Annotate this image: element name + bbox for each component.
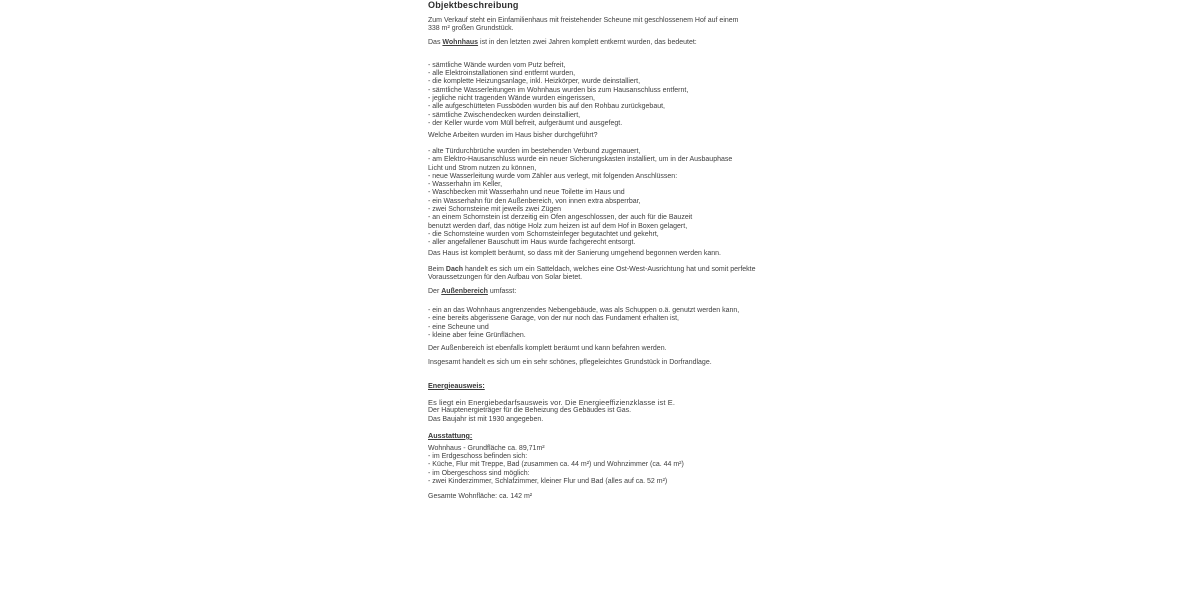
dach-line-1 [428,266,868,274]
text-segment: Das [428,39,443,47]
list-item: - aller angefallener Bauschutt im Haus wurde fachgerecht entsorgt. [428,239,636,247]
dach-emphasis: Dach [445,265,464,273]
ebenfalls-paragraph: Der Außenbereich ist ebenfalls komplett beräumt und kann befahren werden. [428,344,667,352]
list-item: - zwei Schornsteine mit jeweils zwei Zügen [428,206,562,214]
list-item: - alle aufgeschütteten Fussböden wurden bis auf den Rohbau zurückgebaut, [428,103,665,111]
energie-line-2: Der Hauptenergieträger für die Beheizung des Gebäudes ist Gas. [428,407,632,415]
list-item: - alle Elektroinstallationen sind entfernt wurden, [428,70,576,78]
text-segment: Beim [428,265,446,273]
energie-line-1: Es liegt ein Energiebedarfsausweis vor. Die Energieeffizienzklasse ist E. [428,397,676,407]
arbeiten-list [428,148,868,248]
list-item: - jegliche nicht tragenden Wände wurden eingerissen, [428,94,595,102]
list-item: - der Keller wurde vom Müll befreit, aufgeräumt und ausgefegt. [428,119,623,127]
list-item: - eine bereits abgerissene Garage, von der nur noch das Fundament erhalten ist, [428,315,679,323]
wohnflaeche-total: Gesamte Wohnfläche: ca. 142 m² [428,492,533,500]
text-segment: ist in den letzten zwei Jahren komplett entkernt wurden, das bedeutet: [478,39,697,47]
sub-list-item: - die Schornsteine wurden vom Schornsteinfeger begutachtet und gekehrt, [428,230,659,238]
energieausweis-heading: Energieausweis: [428,380,485,390]
sub-list-item-continuation: benutzt werden darf, das nötige Holz zum heizen ist auf dem Hof in Boxen gelagert, [428,222,688,230]
aussenbereich-paragraph [428,288,868,296]
aussenbereich-list [428,307,868,340]
list-item: - die komplette Heizungsanlage, inkl. Heizkörper, wurde deinstalliert, [428,78,641,86]
list-item: - im Obergeschoss sind möglich: [428,469,530,477]
text-segment: handelt es sich um ein Satteldach, welches eine Ost-West-Ausrichtung hat und somit perfekte [463,265,756,273]
ausstattung-heading: Ausstattung: [428,430,473,440]
list-item: - kleine aber feine Grünflächen. [428,331,526,339]
text-segment: umfasst: [487,288,517,296]
list-item: - am Elektro-Hausanschluss wurde ein neuer Sicherungskasten installiert, um in der Ausbauphase [428,156,733,164]
entkernt-list [428,62,868,128]
page-title: Objektbeschreibung [428,0,519,10]
intro-line-2: 338 m² großen Grundstück. [428,24,514,32]
list-item: - eine Scheune und [428,323,489,331]
aussenbereich-emphasis: Außenbereich [441,288,488,296]
list-item: - neue Wasserleitung wurde vom Zähler aus verlegt, mit folgenden Anschlüssen: [428,172,678,180]
object-description-document [428,0,868,501]
sub-list-item: - an einem Schornstein ist derzeitig ein Ofen angeschlossen, der auch für die Bauzeit [428,214,693,222]
sub-list-item: - zwei Kinderzimmer, Schlafzimmer, kleiner Flur und Bad (alles auf ca. 52 m²) [428,478,668,486]
sub-list-item: - Wasserhahn im Keller, [428,181,503,189]
sub-list-item: - Küche, Flur mit Treppe, Bad (zusammen ca. 44 m²) und Wohnzimmer (ca. 44 m²) [428,461,684,469]
dach-line-2: Voraussetzungen für den Aufbau von Solar bietet. [428,274,583,282]
list-item: - sämtliche Zwischendecken wurden deinstalliert, [428,111,581,119]
arbeiten-question: Welche Arbeiten wurden im Haus bisher durchgeführt? [428,131,598,139]
insgesamt-paragraph: Insgesamt handelt es sich um ein sehr schönes, pflegeleichtes Grundstück in Dorfrandlage. [428,358,712,366]
list-item: - alte Türdurchbrüche wurden im bestehenden Verbund zugemauert, [428,147,641,155]
beraumt-paragraph: Das Haus ist komplett beräumt, so dass mit der Sanierung umgehend begonnen werden kann. [428,249,722,257]
list-item: - ein an das Wohnhaus angrenzendes Nebengebäude, was als Schuppen o.ä. genutzt werden kann, [428,306,740,314]
energieausweis-paragraph [428,399,868,424]
list-item: - sämtliche Wasserleitungen im Wohnhaus wurden bis zum Hausanschluss entfernt, [428,86,689,94]
ausstattung-block [428,445,868,486]
list-item-continuation: Licht und Strom nutzen zu können, [428,164,537,172]
text-segment: Der [428,288,442,296]
sub-list-item: - ein Wasserhahn für den Außenbereich, von innen extra absperrbar, [428,197,641,205]
grundflaeche-line: Wohnhaus - Grundfläche ca. 89,71m² [428,444,545,452]
energie-line-3: Das Baujahr ist mit 1930 angegeben. [428,415,544,423]
intro-line-1: Zum Verkauf steht ein Einfamilienhaus mit freistehender Scheune mit geschlossenem Hof auf einem [428,16,739,24]
wohnhaus-paragraph [428,39,868,47]
wohnhaus-emphasis: Wohnhaus [442,39,479,47]
intro-paragraph [428,17,868,34]
list-item: - im Erdgeschoss befinden sich: [428,453,528,461]
list-item: - sämtliche Wände wurden vom Putz befreit, [428,61,566,69]
sub-list-item: - Waschbecken mit Wasserhahn und neue Toilette im Haus und [428,189,625,197]
dach-paragraph [428,266,868,283]
